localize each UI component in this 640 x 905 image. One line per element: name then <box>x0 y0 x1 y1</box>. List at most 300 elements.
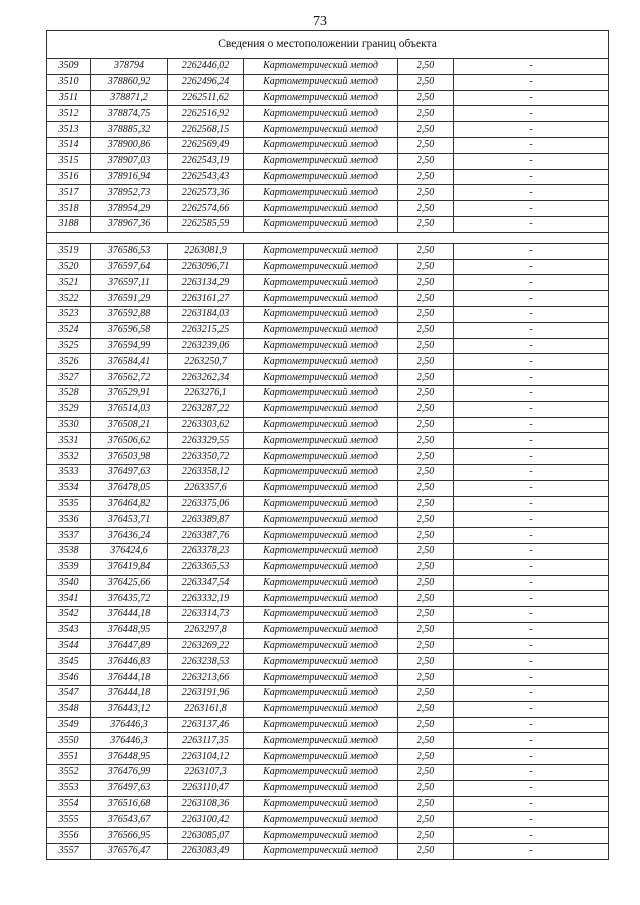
accuracy-cell: 2,50 <box>398 670 454 686</box>
y-coordinate-cell: 2263096,71 <box>168 259 244 275</box>
x-coordinate-cell: 376443,12 <box>91 701 168 717</box>
method-cell: Картометрический метод <box>244 322 398 338</box>
x-coordinate-cell: 376425,66 <box>91 575 168 591</box>
x-coordinate-cell: 376436,24 <box>91 528 168 544</box>
accuracy-cell: 2,50 <box>398 216 454 232</box>
x-coordinate-cell: 378954,29 <box>91 201 168 217</box>
accuracy-cell: 2,50 <box>398 417 454 433</box>
point-number-cell: 3537 <box>47 528 91 544</box>
description-cell: - <box>454 216 609 232</box>
point-number-cell: 3541 <box>47 591 91 607</box>
description-cell: - <box>454 670 609 686</box>
method-cell: Картометрический метод <box>244 559 398 575</box>
table-row <box>47 137 609 153</box>
accuracy-cell: 2,50 <box>398 812 454 828</box>
table-row <box>47 496 609 512</box>
y-coordinate-cell: 2263387,76 <box>168 528 244 544</box>
accuracy-cell: 2,50 <box>398 733 454 749</box>
method-cell: Картометрический метод <box>244 338 398 354</box>
table-row <box>47 216 609 232</box>
accuracy-cell: 2,50 <box>398 701 454 717</box>
x-coordinate-cell: 378900,86 <box>91 137 168 153</box>
method-cell: Картометрический метод <box>244 275 398 291</box>
method-cell: Картометрический метод <box>244 385 398 401</box>
method-cell: Картометрический метод <box>244 259 398 275</box>
method-cell: Картометрический метод <box>244 153 398 169</box>
x-coordinate-cell: 376497,63 <box>91 464 168 480</box>
accuracy-cell: 2,50 <box>398 638 454 654</box>
x-coordinate-cell: 376566,95 <box>91 828 168 844</box>
table-row <box>47 812 609 828</box>
method-cell: Картометрический метод <box>244 480 398 496</box>
x-coordinate-cell: 378874,75 <box>91 106 168 122</box>
method-cell: Картометрический метод <box>244 512 398 528</box>
accuracy-cell: 2,50 <box>398 559 454 575</box>
table-row <box>47 370 609 386</box>
accuracy-cell: 2,50 <box>398 480 454 496</box>
accuracy-cell: 2,50 <box>398 796 454 812</box>
x-coordinate-cell: 376446,3 <box>91 717 168 733</box>
accuracy-cell: 2,50 <box>398 153 454 169</box>
method-cell: Картометрический метод <box>244 780 398 796</box>
point-number-cell: 3554 <box>47 796 91 812</box>
section-title: Сведения о местоположении границ объекта <box>47 31 609 59</box>
table-row <box>47 433 609 449</box>
x-coordinate-cell: 376448,95 <box>91 749 168 765</box>
method-cell: Картометрический метод <box>244 496 398 512</box>
boundary-coordinates-table <box>46 30 609 860</box>
table-row <box>47 122 609 138</box>
point-number-cell: 3523 <box>47 306 91 322</box>
description-cell: - <box>454 765 609 781</box>
accuracy-cell: 2,50 <box>398 201 454 217</box>
x-coordinate-cell: 376514,03 <box>91 401 168 417</box>
method-cell: Картометрический метод <box>244 433 398 449</box>
description-cell: - <box>454 354 609 370</box>
description-cell: - <box>454 291 609 307</box>
table-row <box>47 74 609 90</box>
table-row <box>47 717 609 733</box>
description-cell: - <box>454 401 609 417</box>
y-coordinate-cell: 2263104,12 <box>168 749 244 765</box>
description-cell: - <box>454 844 609 860</box>
x-coordinate-cell: 376584,41 <box>91 354 168 370</box>
point-number-cell: 3530 <box>47 417 91 433</box>
x-coordinate-cell: 376444,18 <box>91 670 168 686</box>
table-row <box>47 701 609 717</box>
accuracy-cell: 2,50 <box>398 106 454 122</box>
table-row <box>47 275 609 291</box>
accuracy-cell: 2,50 <box>398 575 454 591</box>
y-coordinate-cell: 2263161,8 <box>168 701 244 717</box>
table-row <box>47 543 609 559</box>
table-row <box>47 201 609 217</box>
accuracy-cell: 2,50 <box>398 433 454 449</box>
y-coordinate-cell: 2263358,12 <box>168 464 244 480</box>
method-cell: Картометрический метод <box>244 844 398 860</box>
table-row <box>47 291 609 307</box>
description-cell: - <box>454 717 609 733</box>
method-cell: Картометрический метод <box>244 106 398 122</box>
y-coordinate-cell: 2263262,34 <box>168 370 244 386</box>
accuracy-cell: 2,50 <box>398 828 454 844</box>
y-coordinate-cell: 2263100,42 <box>168 812 244 828</box>
point-number-cell: 3536 <box>47 512 91 528</box>
table-row <box>47 185 609 201</box>
table-row <box>47 259 609 275</box>
point-number-cell: 3531 <box>47 433 91 449</box>
x-coordinate-cell: 376497,63 <box>91 780 168 796</box>
point-number-cell: 3527 <box>47 370 91 386</box>
accuracy-cell: 2,50 <box>398 780 454 796</box>
y-coordinate-cell: 2262574,66 <box>168 201 244 217</box>
x-coordinate-cell: 376419,84 <box>91 559 168 575</box>
x-coordinate-cell: 376447,89 <box>91 638 168 654</box>
accuracy-cell: 2,50 <box>398 243 454 259</box>
method-cell: Картометрический метод <box>244 243 398 259</box>
point-number-cell: 3532 <box>47 449 91 465</box>
y-coordinate-cell: 2263184,03 <box>168 306 244 322</box>
point-number-cell: 3555 <box>47 812 91 828</box>
x-coordinate-cell: 376586,53 <box>91 243 168 259</box>
method-cell: Картометрический метод <box>244 417 398 433</box>
method-cell: Картометрический метод <box>244 543 398 559</box>
x-coordinate-cell: 376444,18 <box>91 686 168 702</box>
x-coordinate-cell: 376576,47 <box>91 844 168 860</box>
x-coordinate-cell: 376446,3 <box>91 733 168 749</box>
method-cell: Картометрический метод <box>244 216 398 232</box>
description-cell: - <box>454 306 609 322</box>
accuracy-cell: 2,50 <box>398 717 454 733</box>
point-number-cell: 3528 <box>47 385 91 401</box>
y-coordinate-cell: 2262569,49 <box>168 137 244 153</box>
accuracy-cell: 2,50 <box>398 591 454 607</box>
y-coordinate-cell: 2263365,53 <box>168 559 244 575</box>
table-row <box>47 591 609 607</box>
y-coordinate-cell: 2263269,22 <box>168 638 244 654</box>
description-cell: - <box>454 607 609 623</box>
x-coordinate-cell: 376424,6 <box>91 543 168 559</box>
description-cell: - <box>454 449 609 465</box>
table-row <box>47 654 609 670</box>
point-number-cell: 3519 <box>47 243 91 259</box>
accuracy-cell: 2,50 <box>398 622 454 638</box>
x-coordinate-cell: 376508,21 <box>91 417 168 433</box>
x-coordinate-cell: 376435,72 <box>91 591 168 607</box>
y-coordinate-cell: 2263213,66 <box>168 670 244 686</box>
description-cell: - <box>454 528 609 544</box>
table-row <box>47 796 609 812</box>
y-coordinate-cell: 2263134,29 <box>168 275 244 291</box>
x-coordinate-cell: 376476,99 <box>91 765 168 781</box>
y-coordinate-cell: 2263108,36 <box>168 796 244 812</box>
x-coordinate-cell: 376597,64 <box>91 259 168 275</box>
point-number-cell: 3547 <box>47 686 91 702</box>
table-row <box>47 780 609 796</box>
group-separator-row <box>47 232 609 243</box>
accuracy-cell: 2,50 <box>398 607 454 623</box>
x-coordinate-cell: 376594,99 <box>91 338 168 354</box>
table-row <box>47 480 609 496</box>
description-cell: - <box>454 153 609 169</box>
x-coordinate-cell: 376453,71 <box>91 512 168 528</box>
description-cell: - <box>454 575 609 591</box>
y-coordinate-cell: 2262573,36 <box>168 185 244 201</box>
table-row <box>47 306 609 322</box>
y-coordinate-cell: 2262568,15 <box>168 122 244 138</box>
point-number-cell: 3533 <box>47 464 91 480</box>
description-cell: - <box>454 106 609 122</box>
y-coordinate-cell: 2263250,7 <box>168 354 244 370</box>
description-cell: - <box>454 243 609 259</box>
accuracy-cell: 2,50 <box>398 844 454 860</box>
y-coordinate-cell: 2262446,02 <box>168 59 244 75</box>
method-cell: Картометрический метод <box>244 717 398 733</box>
description-cell: - <box>454 591 609 607</box>
x-coordinate-cell: 378952,73 <box>91 185 168 201</box>
point-number-cell: 3517 <box>47 185 91 201</box>
accuracy-cell: 2,50 <box>398 185 454 201</box>
description-cell: - <box>454 480 609 496</box>
x-coordinate-cell: 378967,36 <box>91 216 168 232</box>
accuracy-cell: 2,50 <box>398 528 454 544</box>
y-coordinate-cell: 2262516,92 <box>168 106 244 122</box>
method-cell: Картометрический метод <box>244 464 398 480</box>
y-coordinate-cell: 2263329,55 <box>168 433 244 449</box>
y-coordinate-cell: 2262543,43 <box>168 169 244 185</box>
method-cell: Картометрический метод <box>244 701 398 717</box>
x-coordinate-cell: 376506,62 <box>91 433 168 449</box>
description-cell: - <box>454 259 609 275</box>
accuracy-cell: 2,50 <box>398 338 454 354</box>
point-number-cell: 3512 <box>47 106 91 122</box>
point-number-cell: 3522 <box>47 291 91 307</box>
point-number-cell: 3549 <box>47 717 91 733</box>
description-cell: - <box>454 385 609 401</box>
x-coordinate-cell: 376529,91 <box>91 385 168 401</box>
point-number-cell: 3529 <box>47 401 91 417</box>
accuracy-cell: 2,50 <box>398 654 454 670</box>
table-row <box>47 575 609 591</box>
y-coordinate-cell: 2263117,35 <box>168 733 244 749</box>
y-coordinate-cell: 2263375,06 <box>168 496 244 512</box>
x-coordinate-cell: 376543,67 <box>91 812 168 828</box>
x-coordinate-cell: 376464,82 <box>91 496 168 512</box>
table-row <box>47 401 609 417</box>
method-cell: Картометрический метод <box>244 591 398 607</box>
point-number-cell: 3510 <box>47 74 91 90</box>
y-coordinate-cell: 2263083,49 <box>168 844 244 860</box>
method-cell: Картометрический метод <box>244 169 398 185</box>
point-number-cell: 3518 <box>47 201 91 217</box>
point-number-cell: 3188 <box>47 216 91 232</box>
description-cell: - <box>454 701 609 717</box>
method-cell: Картометрический метод <box>244 137 398 153</box>
table-row <box>47 512 609 528</box>
accuracy-cell: 2,50 <box>398 496 454 512</box>
x-coordinate-cell: 376448,95 <box>91 622 168 638</box>
table-row <box>47 528 609 544</box>
method-cell: Картометрический метод <box>244 670 398 686</box>
method-cell: Картометрический метод <box>244 654 398 670</box>
table-row <box>47 733 609 749</box>
table-row <box>47 844 609 860</box>
y-coordinate-cell: 2263389,87 <box>168 512 244 528</box>
point-number-cell: 3538 <box>47 543 91 559</box>
description-cell: - <box>454 622 609 638</box>
table-row <box>47 385 609 401</box>
description-cell: - <box>454 812 609 828</box>
y-coordinate-cell: 2263161,27 <box>168 291 244 307</box>
accuracy-cell: 2,50 <box>398 512 454 528</box>
method-cell: Картометрический метод <box>244 122 398 138</box>
y-coordinate-cell: 2262585,59 <box>168 216 244 232</box>
x-coordinate-cell: 376444,18 <box>91 607 168 623</box>
method-cell: Картометрический метод <box>244 90 398 106</box>
y-coordinate-cell: 2263107,3 <box>168 765 244 781</box>
method-cell: Картометрический метод <box>244 796 398 812</box>
table-row <box>47 106 609 122</box>
point-number-cell: 3514 <box>47 137 91 153</box>
y-coordinate-cell: 2263303,62 <box>168 417 244 433</box>
section-title-row <box>47 31 609 59</box>
point-number-cell: 3545 <box>47 654 91 670</box>
point-number-cell: 3551 <box>47 749 91 765</box>
method-cell: Картометрический метод <box>244 306 398 322</box>
y-coordinate-cell: 2262496,24 <box>168 74 244 90</box>
accuracy-cell: 2,50 <box>398 449 454 465</box>
point-number-cell: 3511 <box>47 90 91 106</box>
point-number-cell: 3534 <box>47 480 91 496</box>
x-coordinate-cell: 378860,92 <box>91 74 168 90</box>
accuracy-cell: 2,50 <box>398 291 454 307</box>
accuracy-cell: 2,50 <box>398 169 454 185</box>
table-row <box>47 622 609 638</box>
y-coordinate-cell: 2263085,07 <box>168 828 244 844</box>
y-coordinate-cell: 2263378,23 <box>168 543 244 559</box>
x-coordinate-cell: 376597,11 <box>91 275 168 291</box>
x-coordinate-cell: 376503,98 <box>91 449 168 465</box>
point-number-cell: 3546 <box>47 670 91 686</box>
description-cell: - <box>454 275 609 291</box>
y-coordinate-cell: 2263357,6 <box>168 480 244 496</box>
accuracy-cell: 2,50 <box>398 306 454 322</box>
method-cell: Картометрический метод <box>244 749 398 765</box>
point-number-cell: 3509 <box>47 59 91 75</box>
accuracy-cell: 2,50 <box>398 90 454 106</box>
point-number-cell: 3548 <box>47 701 91 717</box>
table-row <box>47 749 609 765</box>
accuracy-cell: 2,50 <box>398 74 454 90</box>
table-row <box>47 59 609 75</box>
accuracy-cell: 2,50 <box>398 370 454 386</box>
x-coordinate-cell: 376446,83 <box>91 654 168 670</box>
point-number-cell: 3525 <box>47 338 91 354</box>
accuracy-cell: 2,50 <box>398 401 454 417</box>
description-cell: - <box>454 90 609 106</box>
description-cell: - <box>454 686 609 702</box>
point-number-cell: 3550 <box>47 733 91 749</box>
point-number-cell: 3539 <box>47 559 91 575</box>
point-number-cell: 3556 <box>47 828 91 844</box>
accuracy-cell: 2,50 <box>398 765 454 781</box>
table-row <box>47 765 609 781</box>
method-cell: Картометрический метод <box>244 59 398 75</box>
accuracy-cell: 2,50 <box>398 137 454 153</box>
method-cell: Картометрический метод <box>244 812 398 828</box>
point-number-cell: 3516 <box>47 169 91 185</box>
table-row <box>47 686 609 702</box>
description-cell: - <box>454 559 609 575</box>
description-cell: - <box>454 169 609 185</box>
description-cell: - <box>454 322 609 338</box>
method-cell: Картометрический метод <box>244 622 398 638</box>
accuracy-cell: 2,50 <box>398 686 454 702</box>
description-cell: - <box>454 185 609 201</box>
accuracy-cell: 2,50 <box>398 122 454 138</box>
y-coordinate-cell: 2262543,19 <box>168 153 244 169</box>
table-row <box>47 670 609 686</box>
point-number-cell: 3520 <box>47 259 91 275</box>
table-row <box>47 354 609 370</box>
x-coordinate-cell: 376591,29 <box>91 291 168 307</box>
x-coordinate-cell: 376592,88 <box>91 306 168 322</box>
x-coordinate-cell: 376516,68 <box>91 796 168 812</box>
table-row <box>47 828 609 844</box>
accuracy-cell: 2,50 <box>398 749 454 765</box>
y-coordinate-cell: 2263314,73 <box>168 607 244 623</box>
description-cell: - <box>454 512 609 528</box>
method-cell: Картометрический метод <box>244 201 398 217</box>
x-coordinate-cell: 378907,03 <box>91 153 168 169</box>
x-coordinate-cell: 378871,2 <box>91 90 168 106</box>
method-cell: Картометрический метод <box>244 291 398 307</box>
point-number-cell: 3540 <box>47 575 91 591</box>
y-coordinate-cell: 2263081,9 <box>168 243 244 259</box>
method-cell: Картометрический метод <box>244 185 398 201</box>
description-cell: - <box>454 417 609 433</box>
description-cell: - <box>454 74 609 90</box>
y-coordinate-cell: 2263276,1 <box>168 385 244 401</box>
method-cell: Картометрический метод <box>244 638 398 654</box>
table-row <box>47 449 609 465</box>
table-row <box>47 417 609 433</box>
description-cell: - <box>454 733 609 749</box>
description-cell: - <box>454 201 609 217</box>
method-cell: Картометрический метод <box>244 401 398 417</box>
point-number-cell: 3526 <box>47 354 91 370</box>
accuracy-cell: 2,50 <box>398 385 454 401</box>
description-cell: - <box>454 370 609 386</box>
point-number-cell: 3535 <box>47 496 91 512</box>
method-cell: Картометрический метод <box>244 74 398 90</box>
description-cell: - <box>454 749 609 765</box>
method-cell: Картометрический метод <box>244 765 398 781</box>
x-coordinate-cell: 376596,58 <box>91 322 168 338</box>
description-cell: - <box>454 122 609 138</box>
page-number: 73 <box>313 14 327 29</box>
x-coordinate-cell: 378885,32 <box>91 122 168 138</box>
description-cell: - <box>454 638 609 654</box>
table-row <box>47 322 609 338</box>
y-coordinate-cell: 2263350,72 <box>168 449 244 465</box>
description-cell: - <box>454 654 609 670</box>
method-cell: Картометрический метод <box>244 828 398 844</box>
table-row <box>47 243 609 259</box>
y-coordinate-cell: 2262511,62 <box>168 90 244 106</box>
table-row <box>47 169 609 185</box>
method-cell: Картометрический метод <box>244 354 398 370</box>
